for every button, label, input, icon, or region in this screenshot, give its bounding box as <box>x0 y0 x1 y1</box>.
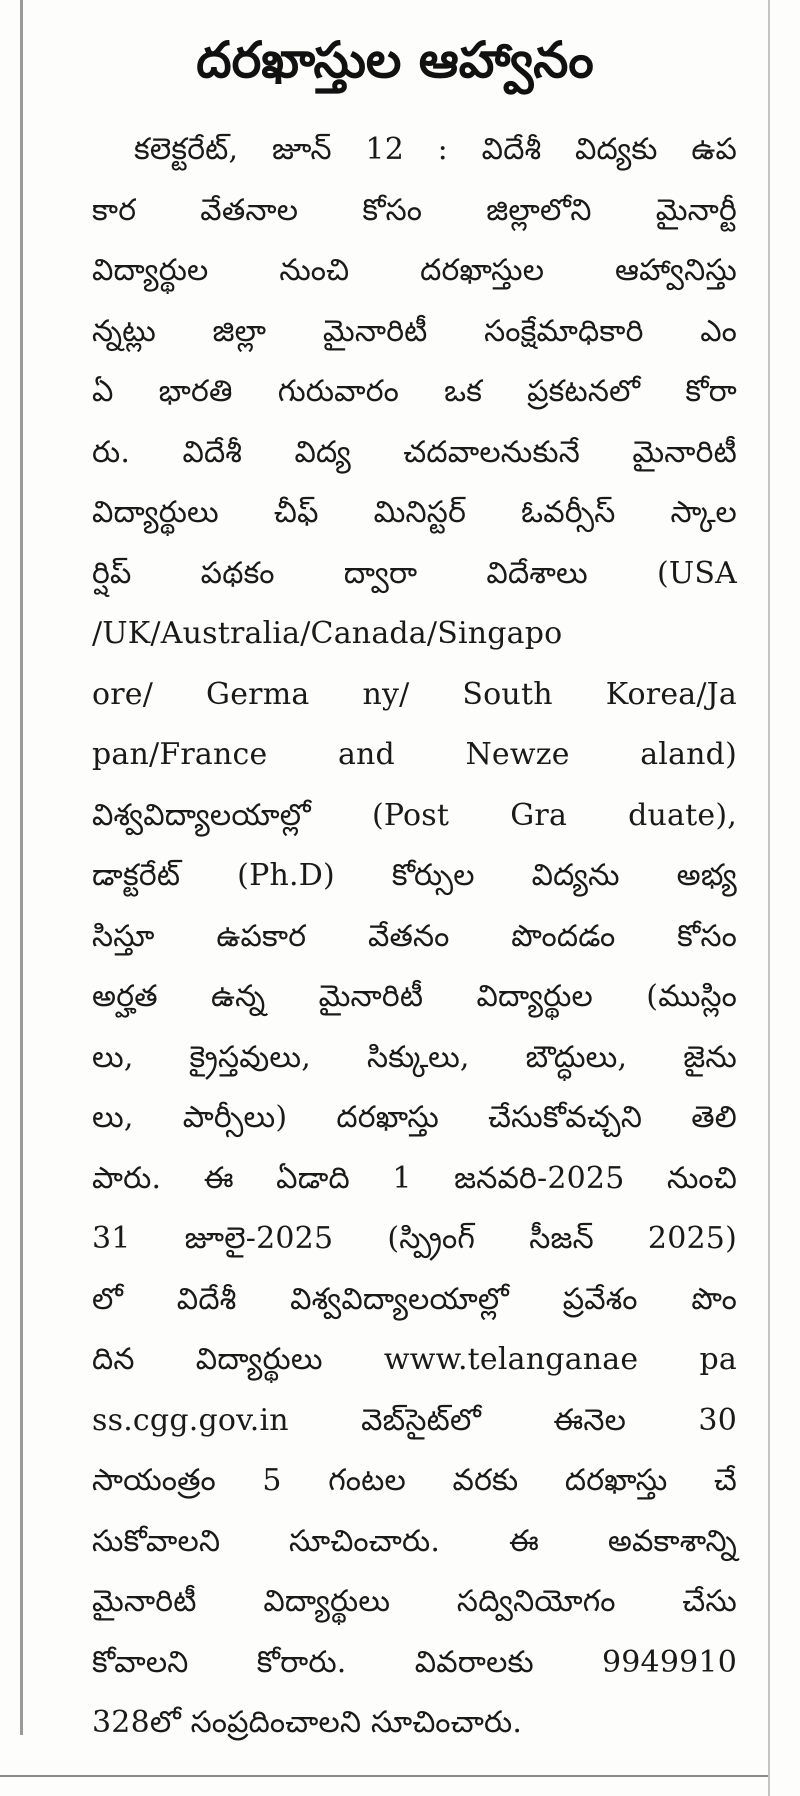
article-line: డాక్టరేట్ (Ph.D) కోర్సుల విద్యను అభ్య <box>92 858 737 893</box>
left-column-rule <box>20 0 23 1735</box>
article-line: లు, క్రైస్తవులు, సిక్కులు, బౌద్ధులు, జైను <box>92 1039 737 1075</box>
article-line: అర్హత ఉన్న మైనారిటీ విద్యార్థుల (ముస్లిం <box>92 979 737 1014</box>
headline: దరఖాస్తుల ఆహ్వానం <box>196 31 594 89</box>
article-body <box>92 120 737 1754</box>
article-line: పారు. ఈ ఏడాది 1 జనవరి-2025 నుంచి <box>92 1160 737 1196</box>
article-line: 31 జూలై-2025 (స్ప్రింగ్ సీజన్ 2025) <box>92 1221 737 1256</box>
article-line: లు, పార్సీలు) దరఖాస్తు చేసుకోవచ్చని తెలి <box>92 1100 737 1135</box>
article-line: విద్యార్థులు చీఫ్ మినిస్టర్ ఓవర్సీస్ స్కాల <box>92 495 737 530</box>
article-line: ఏ భారతి గురువారం ఒక ప్రకటనలో కోరా <box>92 374 737 409</box>
article-line: న్నట్లు జిల్లా మైనారిటీ సంక్షేమాధికారి ఎం <box>92 313 737 349</box>
article-line: విశ్వవిద్యాలయాల్లో (Post Gra duate), <box>92 797 737 833</box>
article-line: రు. విదేశీ విద్య చదవాలనుకునే మైనారిటీ <box>92 434 737 470</box>
article-line: సుకోవాలని సూచించారు. ఈ అవకాశాన్ని <box>92 1523 737 1559</box>
article-line: సాయంత్రం 5 గంటల వరకు దరఖాస్తు చే <box>92 1463 737 1498</box>
bottom-rule <box>0 1775 768 1777</box>
article-line: విద్యార్థుల నుంచి దరఖాస్తుల ఆహ్వానిస్తు <box>92 253 737 288</box>
article-line: లో విదేశీ విశ్వవిద్యాలయాల్లో ప్రవేశం పొం <box>92 1281 737 1317</box>
article-line: /UK/Australia/Canada/Singapo <box>92 616 563 651</box>
article-line: కార వేతనాల కోసం జిల్లాలోని మైనార్టీ <box>92 192 737 228</box>
article-line: 328లో సంప్రదించాలని సూచించారు. <box>92 1705 523 1740</box>
article-line: కలెక్టరేట్, జూన్ 12 : విదేశీ విద్యకు ఉప <box>134 132 737 167</box>
article-line: pan/France and Newze aland) <box>92 737 737 772</box>
article-line: సిస్తూ ఉపకార వేతనం పొందడం కోసం <box>92 918 737 954</box>
article-line: ss.cgg.gov.in వెబ్‌సైట్‌లో ఈనెల 30 <box>92 1402 737 1438</box>
right-column-rule <box>768 0 770 1796</box>
article-line: ర్షిప్ పథకం ద్వారా విదేశాలు (USA <box>92 555 737 591</box>
article-line: మైనారిటీ విద్యార్థులు సద్వినియోగం చేసు <box>92 1584 737 1619</box>
article-line: కోవాలని కోరారు. వివరాలకు 9949910 <box>92 1644 737 1680</box>
article-line: ore/ Germa ny/ South Korea/Ja <box>92 676 737 712</box>
article-line: దిన విద్యార్థులు www.telanganae pa <box>92 1342 737 1377</box>
